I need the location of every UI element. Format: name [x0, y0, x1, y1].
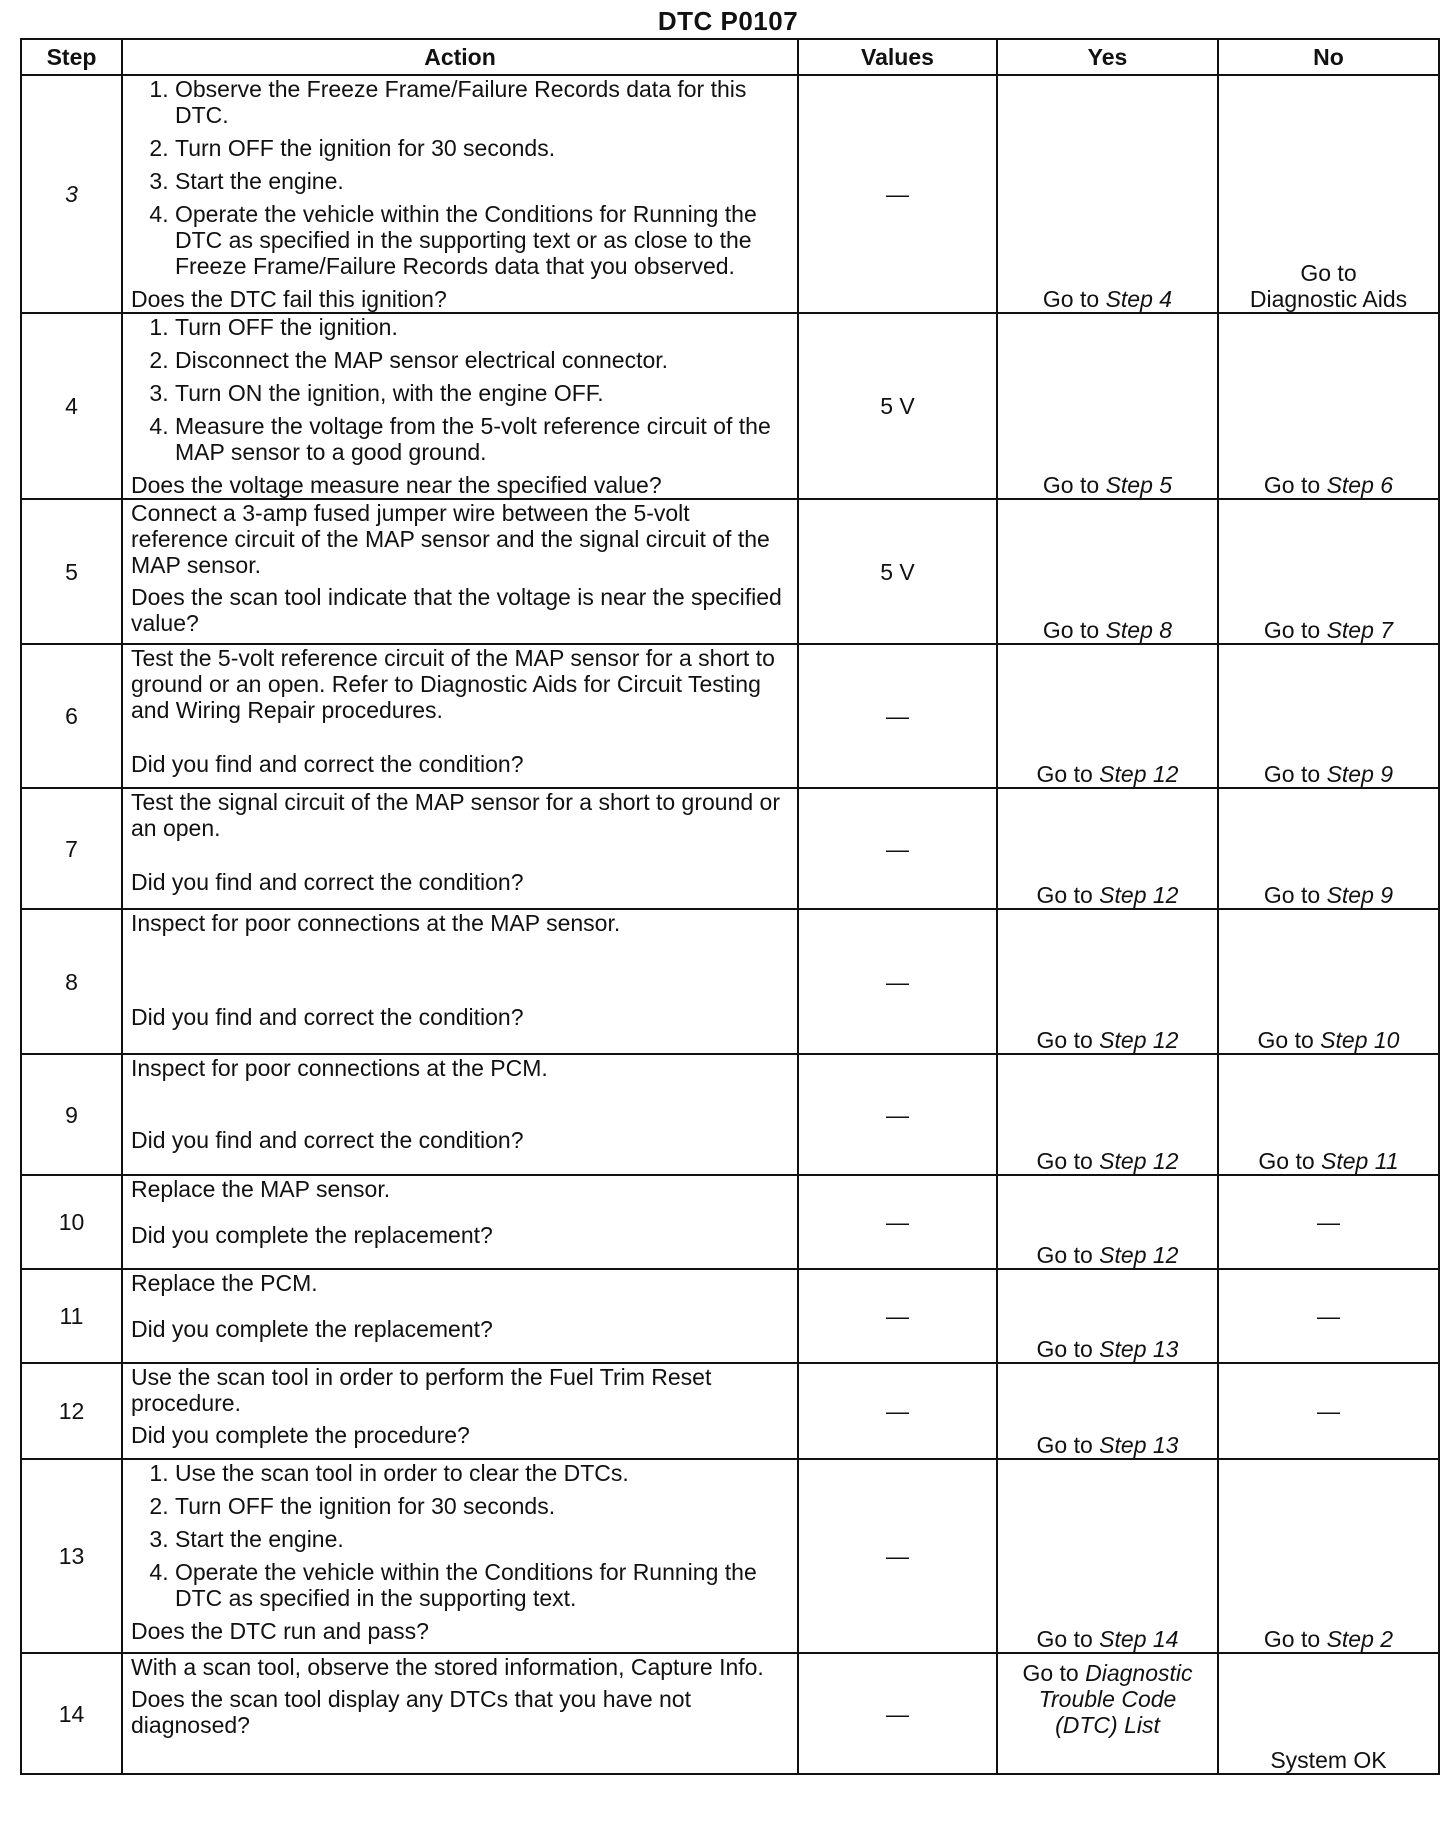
action-item: 2. Turn OFF the ignition for 30 seconds. — [175, 135, 789, 161]
yes-prefix: Go to — [1042, 472, 1100, 498]
no-prefix: Go to — [1263, 1626, 1321, 1652]
no-prefix: Go to — [1258, 1148, 1315, 1174]
action-cell — [122, 1175, 798, 1269]
no-cell — [1218, 788, 1439, 909]
yes-step-link[interactable]: Step 12 — [1099, 761, 1179, 787]
no-cell: — — [1218, 1269, 1439, 1363]
action-item: 1. Turn OFF the ignition. — [175, 314, 789, 340]
yes-prefix: Go to — [1036, 761, 1093, 787]
step-number: 10 — [21, 1175, 122, 1269]
yes-prefix: Go to — [1036, 1626, 1093, 1652]
yes-prefix: Go to — [1042, 617, 1100, 643]
step-number: 8 — [21, 909, 122, 1054]
no-step-link[interactable]: Step 6 — [1326, 472, 1394, 498]
values-cell: — — [798, 1054, 997, 1175]
yes-step-link[interactable]: Step 14 — [1099, 1626, 1179, 1652]
no-cell — [1218, 499, 1439, 644]
yes-step-link[interactable]: Step 8 — [1105, 617, 1173, 643]
yes-cell — [997, 1363, 1218, 1459]
action-item: 2. Disconnect the MAP sensor electrical connector. — [175, 347, 789, 373]
no-step-link[interactable]: Step 10 — [1320, 1027, 1400, 1053]
table-row — [21, 1363, 1439, 1459]
action-item: 2. Turn OFF the ignition for 30 seconds. — [175, 1493, 789, 1519]
table-row — [21, 1175, 1439, 1269]
action-question: Did you complete the replacement? — [131, 1222, 493, 1248]
no-cell — [1218, 909, 1439, 1054]
yes-step-link[interactable]: Step 12 — [1099, 1242, 1179, 1268]
action-text: Replace the MAP sensor. — [131, 1176, 391, 1202]
action-item: 1. Use the scan tool in order to clear the DTCs. — [175, 1460, 789, 1486]
no-cell — [1218, 644, 1439, 788]
no-cell — [1218, 75, 1439, 313]
yes-prefix: Go to — [1022, 1660, 1079, 1686]
step-number: 4 — [21, 313, 122, 499]
table-row — [21, 909, 1439, 1054]
action-question: Did you find and correct the condition? — [131, 751, 524, 777]
yes-step-link[interactable]: Step 12 — [1099, 1148, 1179, 1174]
no-cell: — — [1218, 1175, 1439, 1269]
no-cell — [1218, 313, 1439, 499]
table-row — [21, 1653, 1439, 1774]
values-cell: — — [798, 788, 997, 909]
diagnostic-table — [20, 38, 1440, 1775]
action-cell — [122, 909, 798, 1054]
page-title: DTC P0107 — [657, 6, 799, 36]
yes-step-link[interactable]: Step 5 — [1105, 472, 1173, 498]
table-row — [21, 644, 1439, 788]
yes-cell — [997, 499, 1218, 644]
action-item: 3. Turn ON the ignition, with the engine OFF. — [175, 380, 789, 406]
yes-prefix: Go to — [1036, 1027, 1093, 1053]
yes-prefix: Go to — [1036, 1336, 1093, 1362]
action-question: Did you complete the procedure? — [131, 1422, 470, 1448]
no-prefix: Go to — [1263, 761, 1321, 787]
no-step-link[interactable]: Step 9 — [1326, 761, 1394, 787]
no-cell — [1218, 1459, 1439, 1653]
values-cell: — — [798, 909, 997, 1054]
yes-step-link[interactable]: Step 4 — [1105, 286, 1173, 312]
table-row — [21, 313, 1439, 499]
action-question: Does the scan tool indicate that the voltage is near the specified value? — [131, 584, 782, 636]
action-list — [131, 1460, 789, 1611]
step-number: 3 — [21, 75, 122, 313]
action-list — [131, 76, 789, 279]
action-text: Test the 5-volt reference circuit of the MAP sensor for a short to ground or an open. Refer to Diagnostic Aids for Circuit Testing and Wiring Repair procedures. — [131, 645, 775, 723]
yes-prefix: Go to — [1036, 882, 1093, 908]
step-number: 13 — [21, 1459, 122, 1653]
action-question: Did you find and correct the condition? — [131, 1004, 524, 1030]
yes-cell — [997, 75, 1218, 313]
values-cell: 5 V — [798, 499, 997, 644]
yes-cell — [997, 788, 1218, 909]
action-text: Connect a 3-amp fused jumper wire between the 5-volt reference circuit of the MAP sensor and the signal circuit of the MAP sensor. — [131, 500, 770, 578]
no-step-link[interactable]: Step 11 — [1321, 1148, 1399, 1174]
header-no: No — [1218, 39, 1439, 75]
values-cell: — — [798, 1175, 997, 1269]
values-cell: — — [798, 644, 997, 788]
no-prefix: Go to — [1257, 1027, 1314, 1053]
action-cell — [122, 75, 798, 313]
no-prefix: Go to — [1263, 472, 1321, 498]
yes-prefix: Go to — [1042, 286, 1100, 312]
values-cell: — — [798, 75, 997, 313]
action-cell — [122, 1653, 798, 1774]
yes-cell — [997, 909, 1218, 1054]
table-row — [21, 1269, 1439, 1363]
no-prefix: Go to — [1263, 617, 1321, 643]
action-question: Did you find and correct the condition? — [131, 869, 524, 895]
action-cell — [122, 1363, 798, 1459]
action-cell — [122, 1054, 798, 1175]
yes-cell — [997, 313, 1218, 499]
yes-cell — [997, 1269, 1218, 1363]
yes-prefix: Go to — [1036, 1148, 1093, 1174]
step-number: 11 — [21, 1269, 122, 1363]
step-number: 5 — [21, 499, 122, 644]
action-item: 4. Operate the vehicle within the Conditions for Running the DTC as specified in the supporting text or as close to the Freeze Frame/Failure Records data that you observed. — [175, 201, 789, 279]
action-question: Does the scan tool display any DTCs that you have not diagnosed? — [131, 1686, 691, 1738]
yes-step-link[interactable]: Step 12 — [1099, 882, 1179, 908]
action-text: Replace the PCM. — [131, 1270, 318, 1296]
header-row — [21, 39, 1439, 75]
yes-step-link[interactable]: Step 13 — [1099, 1432, 1179, 1458]
yes-cell — [997, 644, 1218, 788]
yes-step-link[interactable]: Step 12 — [1099, 1027, 1179, 1053]
header-values: Values — [798, 39, 997, 75]
no-cell — [1218, 1054, 1439, 1175]
no-prefix: Go to — [1263, 882, 1321, 908]
values-cell: — — [798, 1363, 997, 1459]
action-text: With a scan tool, observe the stored information, Capture Info. — [131, 1654, 764, 1680]
action-question: Did you complete the replacement? — [131, 1316, 493, 1342]
no-step-link[interactable]: Step 2 — [1326, 1626, 1394, 1652]
values-cell: — — [798, 1459, 997, 1653]
action-text: Inspect for poor connections at the PCM. — [131, 1055, 548, 1081]
no-step-link[interactable]: Step 9 — [1326, 882, 1394, 908]
table-row — [21, 499, 1439, 644]
no-step-link[interactable]: Step 7 — [1326, 617, 1394, 643]
no-cell: — — [1218, 1363, 1439, 1459]
values-cell: — — [798, 1269, 997, 1363]
action-question: Does the DTC fail this ignition? — [131, 286, 447, 312]
yes-step-link[interactable]: Step 13 — [1099, 1336, 1179, 1362]
values-cell: 5 V — [798, 313, 997, 499]
values-cell: — — [798, 1653, 997, 1774]
no-line: Go to — [1300, 260, 1357, 286]
action-question: Did you find and correct the condition? — [131, 1127, 524, 1153]
no-diagnostic-aids-link[interactable]: Diagnostic Aids — [1249, 286, 1408, 312]
step-number: 7 — [21, 788, 122, 909]
step-number: 14 — [21, 1653, 122, 1774]
action-cell — [122, 644, 798, 788]
step-number: 12 — [21, 1363, 122, 1459]
step-number: 6 — [21, 644, 122, 788]
action-text: Inspect for poor connections at the MAP sensor. — [131, 910, 621, 936]
action-question: Does the voltage measure near the specified value? — [131, 472, 662, 498]
action-item: 1. Observe the Freeze Frame/Failure Records data for this DTC. — [175, 76, 789, 128]
dtc-list-link[interactable]: Diagnostic Trouble Code (DTC) List — [1038, 1660, 1193, 1738]
yes-cell — [997, 1175, 1218, 1269]
table-row — [21, 788, 1439, 909]
action-item: 3. Start the engine. — [175, 168, 789, 194]
action-cell — [122, 313, 798, 499]
yes-prefix: Go to — [1036, 1242, 1093, 1268]
action-item: 4. Measure the voltage from the 5-volt reference circuit of the MAP sensor to a good ground. — [175, 413, 789, 465]
action-cell — [122, 1269, 798, 1363]
table-row — [21, 1054, 1439, 1175]
action-cell — [122, 788, 798, 909]
table-row — [21, 75, 1439, 313]
yes-cell — [997, 1054, 1218, 1175]
yes-cell — [997, 1653, 1218, 1774]
step-number: 9 — [21, 1054, 122, 1175]
action-question: Does the DTC run and pass? — [131, 1618, 429, 1644]
action-list — [131, 314, 789, 465]
action-item: 4. Operate the vehicle within the Conditions for Running the DTC as specified in the supporting text. — [175, 1559, 789, 1611]
action-text: Test the signal circuit of the MAP sensor for a short to ground or an open. — [131, 789, 781, 841]
header-yes: Yes — [997, 39, 1218, 75]
header-step: Step — [21, 39, 122, 75]
action-text: Use the scan tool in order to perform the Fuel Trim Reset procedure. — [131, 1364, 712, 1416]
yes-prefix: Go to — [1036, 1432, 1093, 1458]
header-action: Action — [122, 39, 798, 75]
action-item: 3. Start the engine. — [175, 1526, 789, 1552]
table-row — [21, 1459, 1439, 1653]
action-cell — [122, 1459, 798, 1653]
no-cell: System OK — [1218, 1653, 1439, 1774]
action-cell — [122, 499, 798, 644]
yes-cell — [997, 1459, 1218, 1653]
